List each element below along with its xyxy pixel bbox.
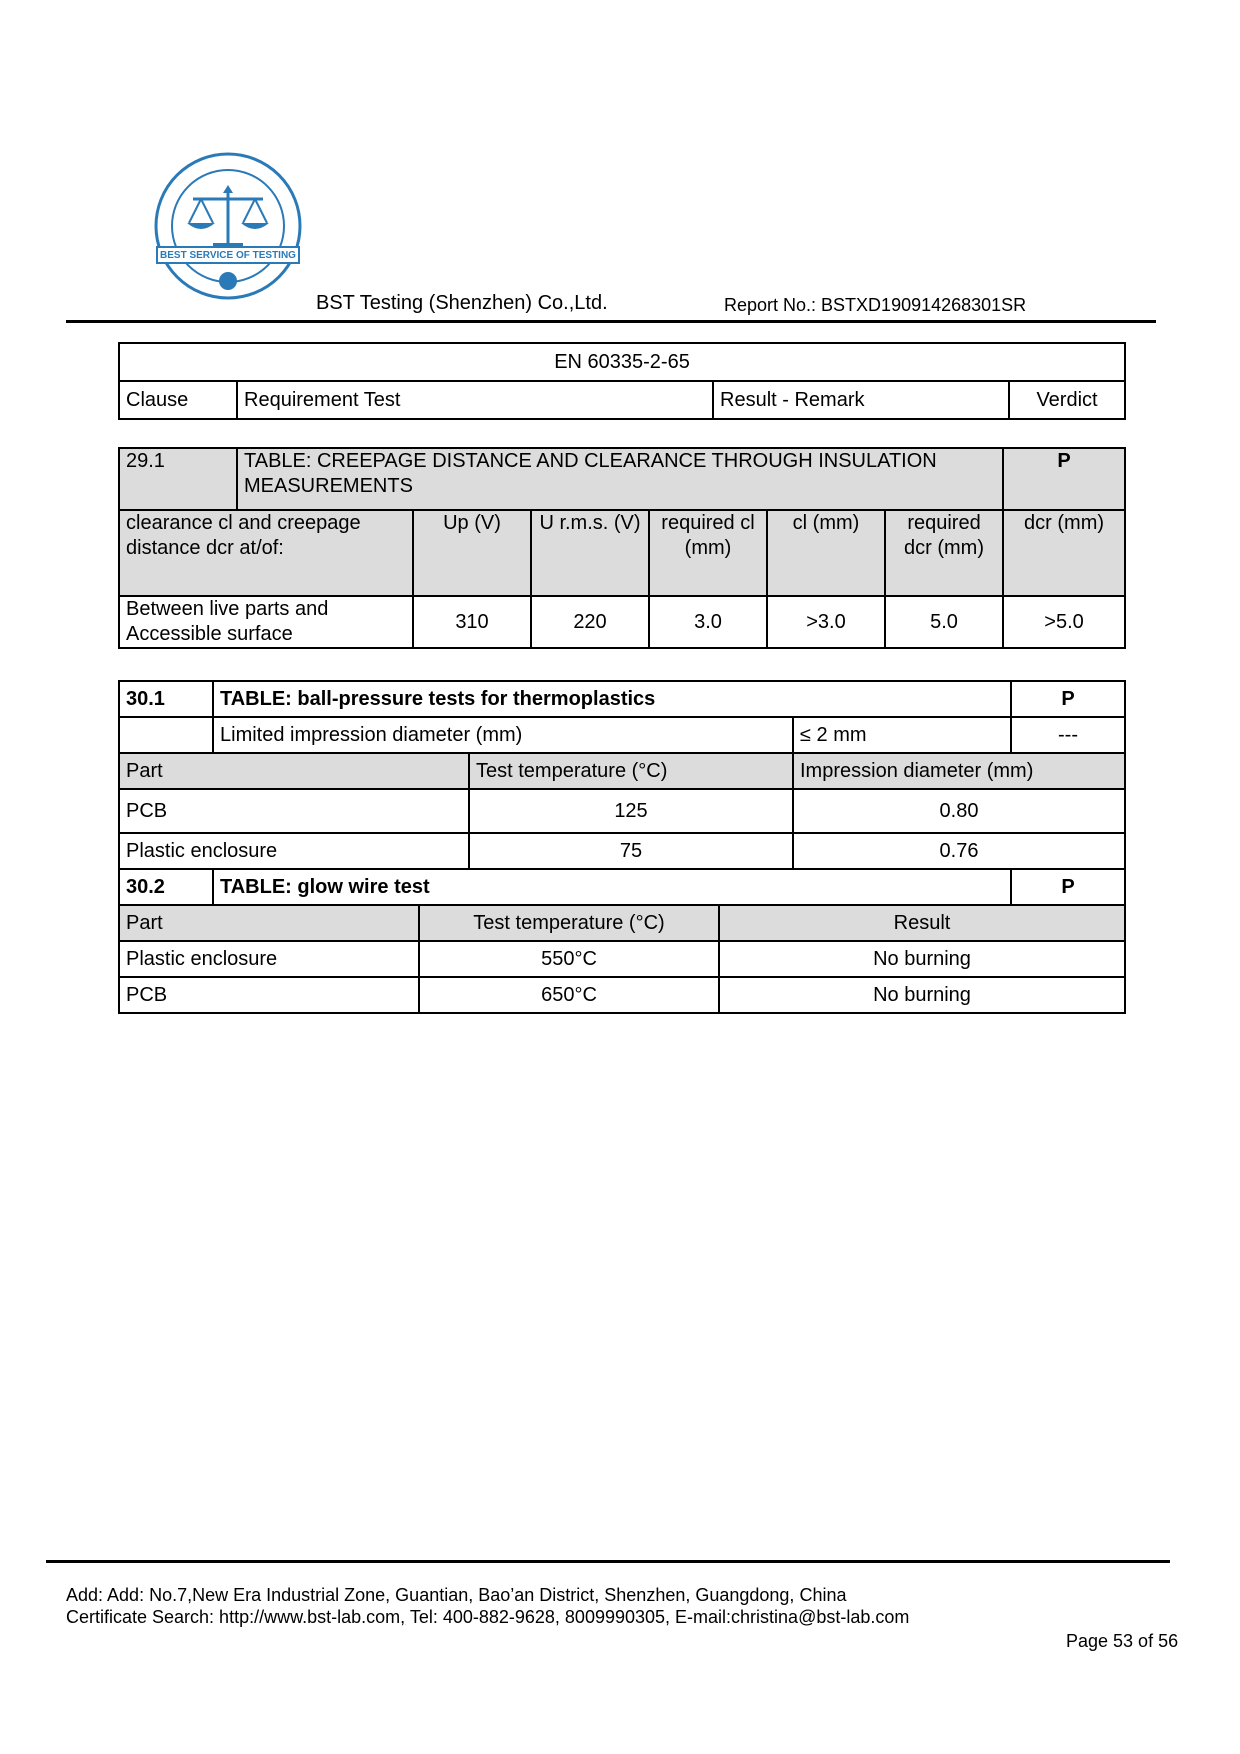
table-row: Between live parts and Accessible surface	[119, 596, 413, 648]
clause-30-1: 30.1	[119, 681, 213, 717]
table-row: Plastic enclosure	[119, 941, 419, 977]
table-cell: 0.80	[793, 789, 1125, 833]
page-number: Page 53 of 56	[1066, 1631, 1179, 1651]
header-required-dcr: required dcr (mm)	[885, 510, 1003, 596]
verdict-29-1: P	[1003, 448, 1125, 510]
limit-value: ≤ 2 mm	[793, 717, 1011, 753]
table-cell: 0.76	[793, 833, 1125, 869]
table-cell: >3.0	[767, 596, 885, 648]
table-cell: 5.0	[885, 596, 1003, 648]
header-test-temp: Test temperature (°C)	[419, 905, 719, 941]
table-cell: No burning	[719, 941, 1125, 977]
footer-cert-sep: ,	[400, 1607, 406, 1627]
table-30-2	[118, 868, 1126, 1014]
header-divider	[66, 320, 1156, 323]
header-part: Part	[119, 753, 469, 789]
company-logo	[153, 151, 303, 301]
empty-cell	[119, 717, 213, 753]
header-dcr: dcr (mm)	[1003, 510, 1125, 596]
table-cell: 220	[531, 596, 649, 648]
table-29-1	[118, 447, 1126, 649]
verdict-30-1: P	[1011, 681, 1125, 717]
header-up: Up (V)	[413, 510, 531, 596]
col-verdict: Verdict	[1009, 381, 1125, 419]
header-result: Result	[719, 905, 1125, 941]
table-row: PCB	[119, 789, 469, 833]
footer-cert-link[interactable]: Certificate Search: http://www.bst-lab.com	[66, 1607, 401, 1627]
table-cell: 550°C	[419, 941, 719, 977]
footer-contact	[66, 1606, 909, 1629]
table-29-1-title: TABLE: CREEPAGE DISTANCE AND CLEARANCE THROUGH INSULATION MEASUREMENTS	[237, 448, 1003, 510]
footer-address: Add: Add: No.7,New Era Industrial Zone, Guantian, Bao’an District, Shenzhen, Guangdong, China	[66, 1585, 847, 1605]
table-cell: 650°C	[419, 977, 719, 1013]
header-part: Part	[119, 905, 419, 941]
table-30-1-title: TABLE: ball-pressure tests for thermoplastics	[213, 681, 1011, 717]
header-location: clearance cl and creepage distance dcr at/of:	[119, 510, 413, 596]
header-urms: U r.m.s. (V)	[531, 510, 649, 596]
standard-table	[118, 342, 1126, 420]
clause-29-1: 29.1	[119, 448, 237, 510]
limit-verdict: ---	[1011, 717, 1125, 753]
table-30-2-title: TABLE: glow wire test	[213, 869, 1011, 905]
footer-tel-email: Tel: 400-882-9628, 8009990305, E-mail:christina@bst-lab.com	[405, 1607, 910, 1627]
header-impression: Impression diameter (mm)	[793, 753, 1125, 789]
report-number: Report No.: BSTXD190914268301SR	[724, 295, 1027, 315]
table-cell: 310	[413, 596, 531, 648]
col-clause: Clause	[119, 381, 237, 419]
table-cell: No burning	[719, 977, 1125, 1013]
table-cell: 125	[469, 789, 793, 833]
table-cell: 75	[469, 833, 793, 869]
header-test-temp: Test temperature (°C)	[469, 753, 793, 789]
table-row: PCB	[119, 977, 419, 1013]
table-30-1	[118, 680, 1126, 870]
col-result: Result - Remark	[713, 381, 1009, 419]
table-cell: >5.0	[1003, 596, 1125, 648]
limit-label: Limited impression diameter (mm)	[213, 717, 793, 753]
table-cell: 3.0	[649, 596, 767, 648]
table-row: Plastic enclosure	[119, 833, 469, 869]
footer-divider	[46, 1560, 1170, 1563]
company-name: BST Testing (Shenzhen) Co.,Ltd.	[316, 292, 608, 314]
header-cl: cl (mm)	[767, 510, 885, 596]
col-requirement: Requirement Test	[237, 381, 713, 419]
verdict-30-2: P	[1011, 869, 1125, 905]
clause-30-2: 30.2	[119, 869, 213, 905]
standard-name: EN 60335-2-65	[119, 343, 1125, 381]
logo-banner-text: BEST SERVICE OF TESTING	[160, 250, 296, 261]
header-required-cl: required cl (mm)	[649, 510, 767, 596]
